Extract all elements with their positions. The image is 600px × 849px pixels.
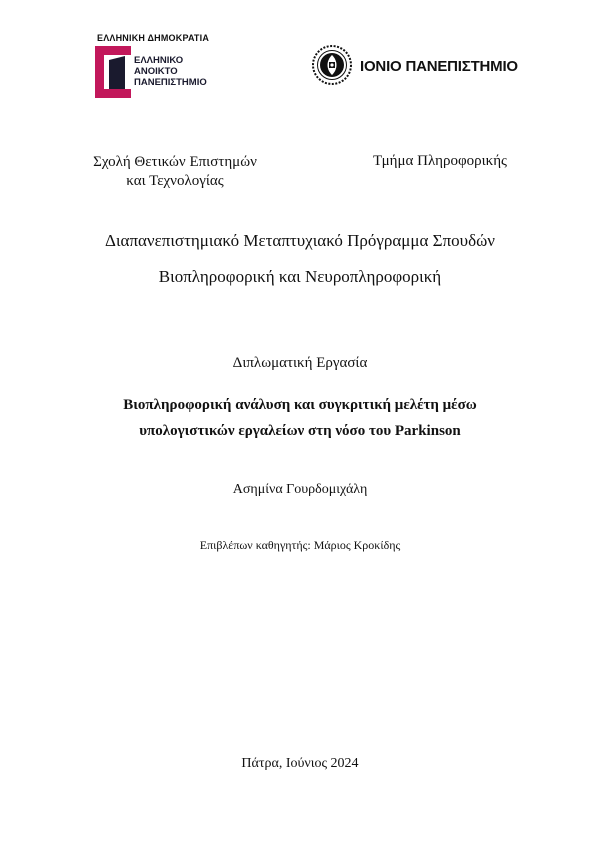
supervisor-line: Επιβλέπων καθηγητής: Μάριος Κροκίδης bbox=[199, 538, 401, 552]
thesis-title-line-2: υπολογιστικών εργαλείων στη νόσο του Parkinson bbox=[139, 423, 461, 439]
eap-republic-label: ΕΛΛΗΝΙΚΗ ΔΗΜΟΚΡΑΤΙΑ bbox=[97, 33, 210, 43]
school-name-line-2: και Τεχνολογίας bbox=[126, 173, 224, 189]
thesis-type: Διπλωματική Εργασία bbox=[232, 355, 368, 371]
department-name: Τμήμα Πληροφορικής bbox=[373, 153, 507, 169]
thesis-title bbox=[0, 392, 600, 444]
school-name-line-1: Σχολή Θετικών Επιστημών bbox=[93, 154, 257, 170]
program-title: Διαπανεπιστημιακό Μεταπτυχιακό Πρόγραμμα Σπουδών bbox=[105, 231, 495, 250]
ionian-university-name: ΙΟΝΙΟ ΠΑΝΕΠΙΣΤΗΜΙΟ bbox=[360, 58, 518, 75]
school-name bbox=[60, 153, 290, 191]
author-name: Ασημίνα Γουρδομιχάλη bbox=[232, 482, 368, 497]
program-name: Βιοπληροφορική και Νευροπληροφορική bbox=[158, 267, 442, 286]
eap-logo-line-3: ΠΑΝΕΠΙΣΤΗΜΙΟ bbox=[134, 77, 207, 88]
place-date: Πάτρα, Ιούνιος 2024 bbox=[241, 756, 359, 771]
university-seal-icon bbox=[312, 45, 352, 85]
eap-logo-line-2: ΑΝΟΙΚΤΟ bbox=[134, 66, 178, 77]
thesis-title-line-1: Βιοπληροφορική ανάλυση και συγκριτική μελέτη μέσω bbox=[123, 397, 477, 413]
eap-logo-line-1: ΕΛΛΗΝΙΚΟ bbox=[134, 55, 184, 66]
eap-logo-mark-icon bbox=[95, 46, 131, 98]
